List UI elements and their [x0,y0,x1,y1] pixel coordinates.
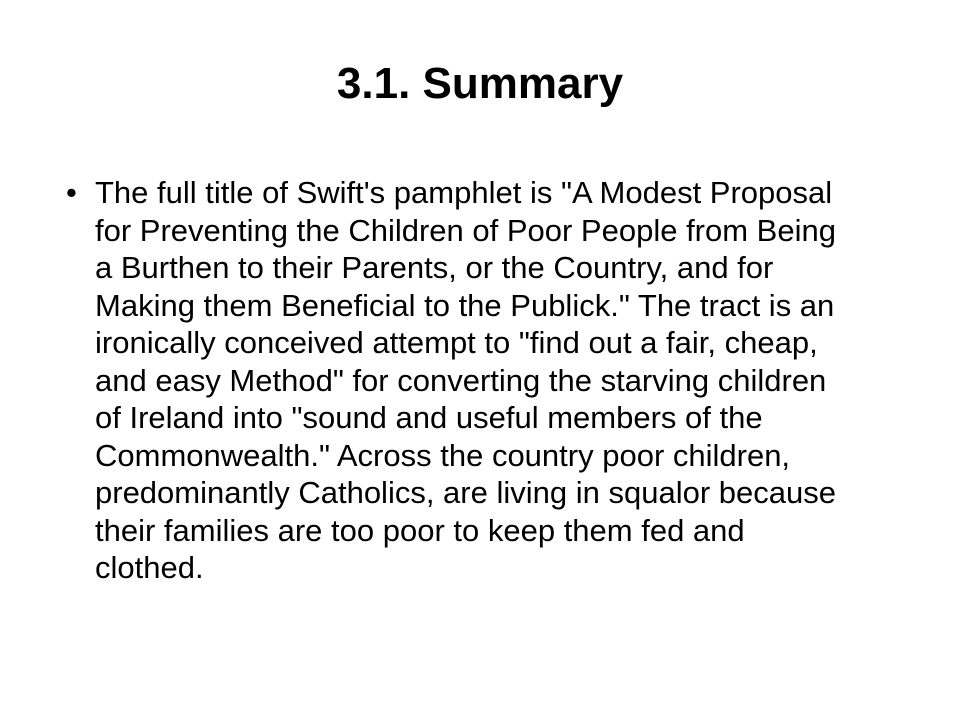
bullet-icon: • [66,175,77,210]
bullet-text: The full title of Swift's pamphlet is "A Modest Proposal for Preventing the Children of Poor People from Being a Burthen to their Parents, or the Country, and for Making them Beneficial to the Publick." The tract is an ironically conceived attempt to "find out a fair, cheap, and easy Method" for converting the starving children of Ireland into "sound and useful members of the Commonwealth." Across the country poor children, predominantly Catholics, are living in squalor because their families are too poor to keep them fed and clothed. [95,175,836,585]
bullet-item [66,174,850,587]
slide-title: 3.1. Summary [336,59,624,108]
bullet-list [66,174,850,587]
